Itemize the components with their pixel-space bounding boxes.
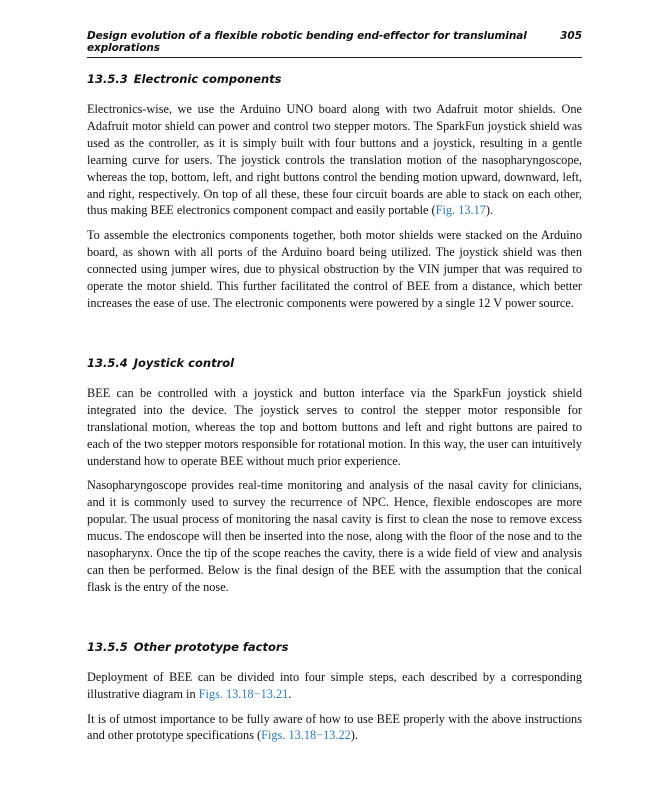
section-heading-electronic-components (87, 72, 582, 86)
paragraph-text-tail: ). (485, 203, 494, 218)
paragraph-text: It is of utmost importance to be fully aware of how to use BEE properly with the above instructions and other prototype specifications ( (87, 711, 582, 743)
figure-reference-link[interactable]: Fig. 13.17 (435, 203, 486, 218)
section-number: 13.5.3 (87, 72, 128, 86)
paragraph (87, 669, 582, 703)
section-heading-joystick-control (87, 356, 582, 370)
paragraph-text-tail: ). (350, 728, 358, 743)
page-content (87, 30, 582, 752)
paragraph (87, 711, 582, 745)
paragraph: BEE can be controlled with a joystick and button interface via the SparkFun joystick shield integrated into the device. The joystick serves to control the stepper motor responsible for translational motion, whereas the top and bottom buttons and left and right buttons are paired to each of the two stepper motors responsible for rotational motion. In this way, the user can intuitively understand how to operate BEE without much prior experience. (87, 385, 582, 468)
running-head (87, 30, 582, 58)
paragraph: To assemble the electronics components together, both motor shields were stacked on the Arduino board, as shown with all ports of the Arduino board being utilized. The joystick shield was then connected using jumper wires, due to physical obstruction by the VIN jumper that was required to operate the motor shield. This further facilitated the control of BEE from a distance, which better increases the ease of use. The electronic components were powered by a single 12 V power source. (87, 228, 582, 310)
section-number: 13.5.4 (87, 355, 128, 370)
section-title: Electronic components (133, 72, 282, 86)
section-number: 13.5.5 (87, 639, 128, 654)
page-number: 305 (560, 30, 582, 42)
paragraph-text: Electronics-wise, we use the Arduino UNO board along with two Adafruit motor shields. One Adafruit motor shield can power and control two stepper motors. The SparkFun joystick shield was used as the controller, as it is simply built with four buttons and a joystick, resulting in a gentle learning curve for users. The joystick controls the translation motion of the nasopharyngoscope, whereas the top, bottom, left, and right buttons control the bending motion upward, downward, left, and right, respectively. On top of all these, these four circuit boards are able to stack on each other, thus making BEE electronics component compact and easily portable ( (87, 102, 582, 218)
section-title: Other prototype factors (133, 639, 289, 654)
paragraph: Nasopharyngoscope provides real-time monitoring and analysis of the nasal cavity for clinicians, and it is commonly used to survey the recurrence of NPC. Hence, flexible endoscopes are more popular. The usual process of monitoring the nasal cavity is first to clean the nose to remove excess mucus. The endoscope will then be inserted into the nose, along with the floor of the nose and to the nasopharynx. Once the tip of the scope reaches the cavity, there is a wide field of view and analysis can then be performed. Below is the final design of the BEE with the assumption that the conical flask is the entry of the nose. (87, 478, 582, 594)
figure-reference-link[interactable]: Figs. 13.18−13.21 (198, 686, 289, 701)
section-title: Joystick control (133, 355, 235, 370)
paragraph (87, 101, 582, 219)
section-heading-other-prototype-factors (87, 640, 582, 654)
paragraph-text-tail: . (288, 686, 292, 701)
figure-reference-link[interactable]: Figs. 13.18−13.22 (261, 728, 351, 743)
running-head-title: Design evolution of a flexible robotic bending end-effector for transluminal explorations (87, 30, 527, 54)
paragraph-text: Deployment of BEE can be divided into four simple steps, each described by a corresponding illustrative diagram in (87, 669, 582, 701)
